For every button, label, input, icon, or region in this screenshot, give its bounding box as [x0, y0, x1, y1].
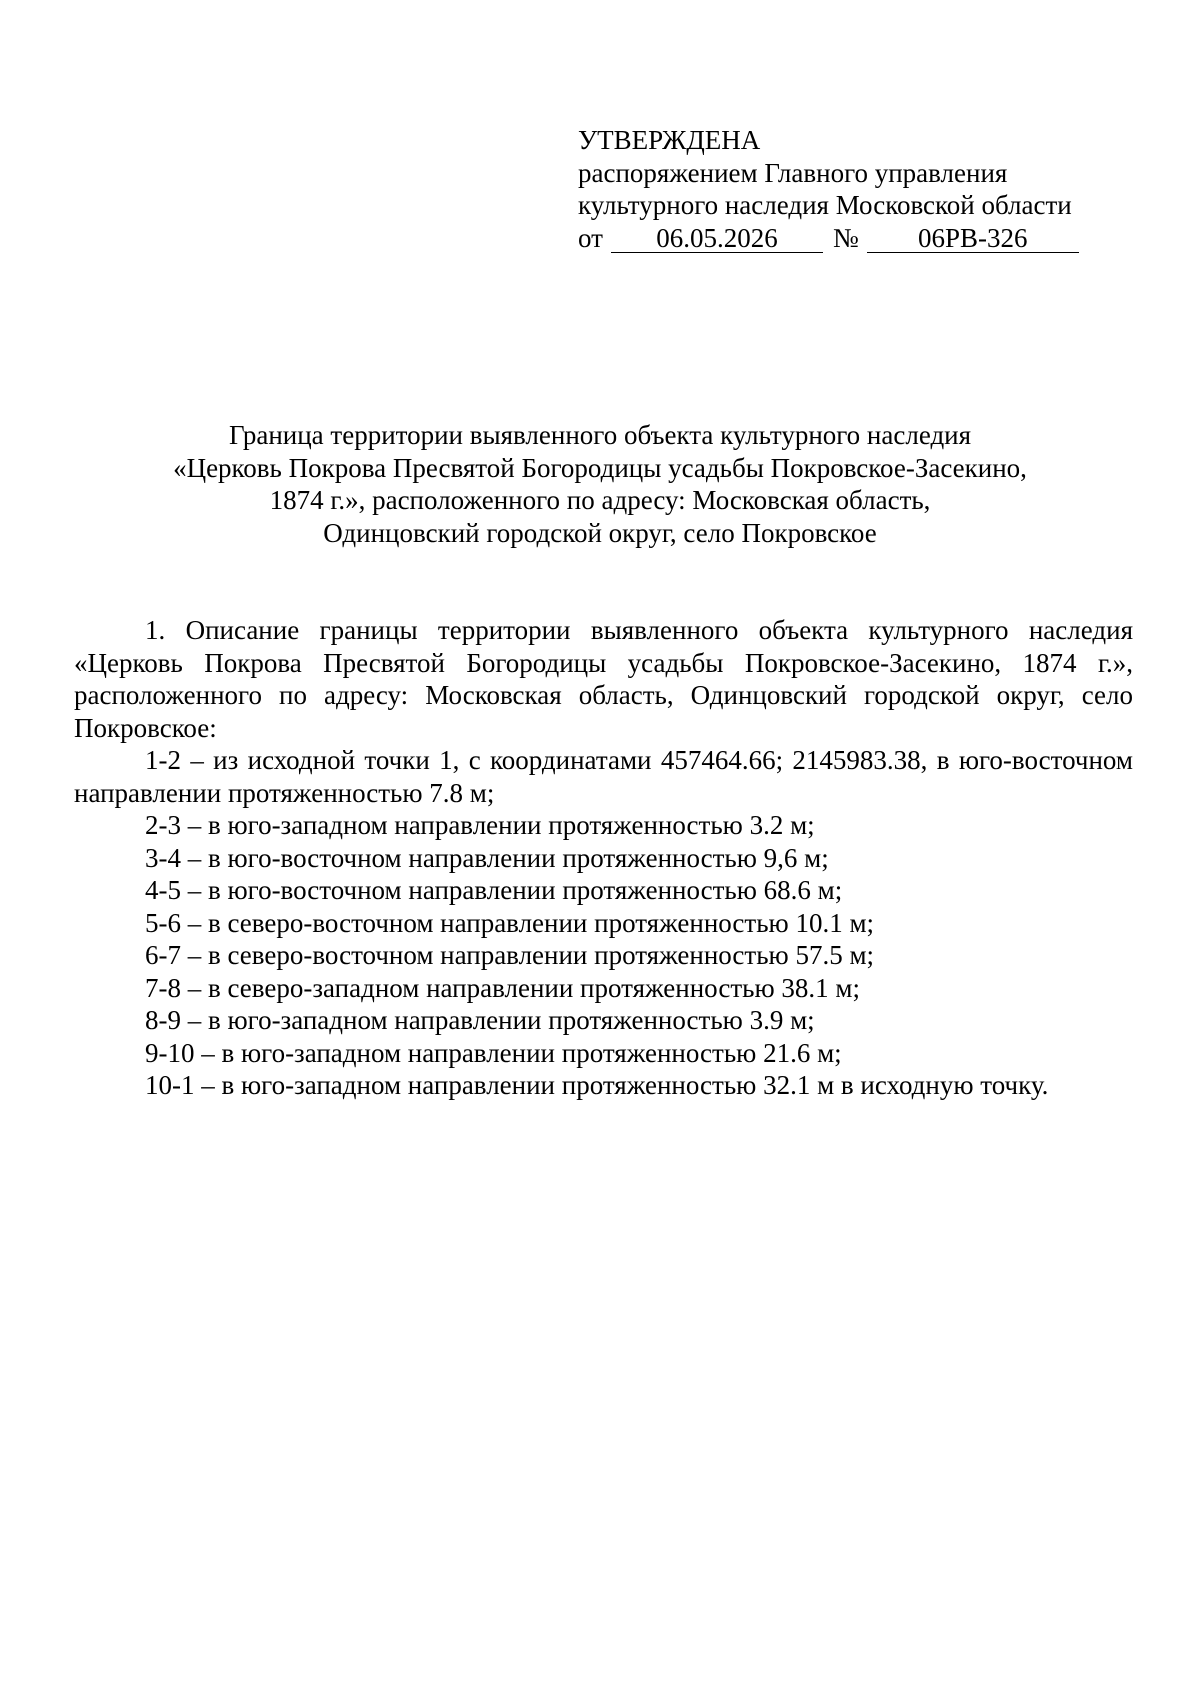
title-line-1: Граница территории выявленного объекта культурного наследия — [228, 420, 972, 450]
approval-stamp — [578, 124, 1118, 254]
document-body — [74, 614, 1133, 1102]
document-title — [60, 419, 1140, 549]
boundary-segment: 4-5 – в юго-восточном направлении протяженностью 68.6 м; — [145, 875, 843, 905]
boundary-segment: 6-7 – в северо-восточном направлении протяженностью 57.5 м; — [145, 940, 875, 970]
approval-number: 06РВ-326 — [867, 224, 1079, 253]
title-line-2: «Церковь Покрова Пресвятой Богородицы усадьбы Покровское-Засекино, — [173, 452, 1027, 483]
date-prefix: от — [578, 222, 603, 253]
title-line-4: Одинцовский городской округ, село Покровское — [323, 517, 877, 548]
boundary-segment: 3-4 – в юго-восточном направлении протяженностью 9,6 м; — [145, 842, 829, 873]
approval-line-1: распоряжением Главного управления — [578, 157, 1008, 188]
boundary-segment: 8-9 – в юго-западном направлении протяженностью 3.9 м; — [145, 1005, 815, 1035]
boundary-segment: 5-6 – в северо-восточном направлении протяженностью 10.1 м; — [145, 907, 875, 938]
approval-date-number-row — [578, 222, 1118, 255]
boundary-segment: 7-8 – в северо-западном направлении протяженностью 38.1 м; — [145, 972, 860, 1003]
approval-line-2: культурного наследия Московской области — [578, 190, 1072, 220]
boundary-segment: 1-2 – из исходной точки 1, с координатами 457464.66; 2145983.38, в юго-восточном направлении протяженностью 7.8 м; — [74, 745, 1133, 808]
approval-heading: УТВЕРЖДЕНА — [578, 125, 761, 155]
number-sign: № — [832, 222, 859, 253]
approval-date: 06.05.2026 — [611, 224, 823, 253]
section-intro: 1. Описание границы территории выявленного объекта культурного наследия «Церковь Покрова Пресвятой Богородицы усадьбы Покровское-Засекино, 1874 г.», расположенного по адресу: Московская область, Одинцовский городской округ, село Покровское: — [74, 615, 1133, 743]
title-line-3: 1874 г.», расположенного по адресу: Московская область, — [269, 485, 931, 515]
boundary-segment: 9-10 – в юго-западном направлении протяженностью 21.6 м; — [145, 1037, 842, 1068]
boundary-segment: 10-1 – в юго-западном направлении протяженностью 32.1 м в исходную точку. — [145, 1070, 1049, 1100]
boundary-segment: 2-3 – в юго-западном направлении протяженностью 3.2 м; — [145, 810, 815, 840]
